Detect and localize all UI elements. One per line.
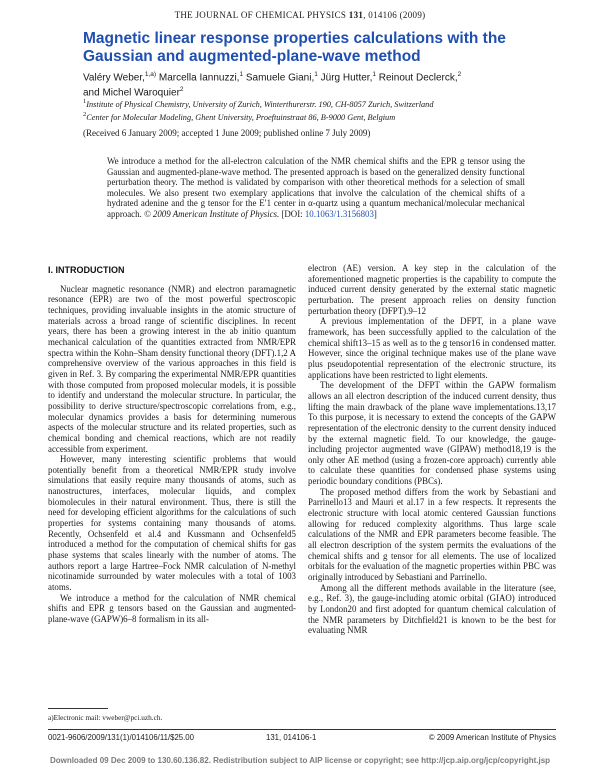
right-column xyxy=(308,263,556,636)
author-waroquier: and Michel Waroquier xyxy=(83,87,180,99)
author-sup: 1 xyxy=(372,71,376,78)
paragraph: The development of the DFPT within the GAPW formalism allows an all electron description of the induced current density, thus lifting the main drawback of the plane wave implementations.13,17 To this purpose, it is necessary to extend the concepts of the GAPW representation of the electronic density to the current density induced by the external magnetic field. To our knowledge, the gauge-including projector augmented wave (GIPAW) method18,19 is the only other AE method (using a frozen-core approach) currently able to calculate these quantities for condensed phase systems using periodic boundary conditions (PBCs). xyxy=(308,380,556,487)
journal-name: THE JOURNAL OF CHEMICAL PHYSICS xyxy=(174,10,347,20)
section-heading: I. INTRODUCTION xyxy=(48,265,125,275)
author-sup: 2 xyxy=(457,71,462,78)
affiliation-1 xyxy=(83,97,553,110)
received-dates: (Received 6 January 2009; accepted 1 June 2009; published online 7 July 2009) xyxy=(83,128,371,138)
paragraph: electron (AE) version. A key step in the calculation of the aforementioned magnetic properties is the capability to compute the induced current density generated by the external static magnetic perturbation. The present approach relies on density function perturbation theory (DFPT).9–12 xyxy=(308,263,556,316)
author-declerck: Reinout Declerck, xyxy=(375,72,458,84)
abstract-copyright: © 2009 American Institute of Physics. xyxy=(143,208,280,219)
abstract xyxy=(107,156,525,220)
author-weber: Valéry Weber, xyxy=(83,72,145,84)
affiliation-text: Center for Molecular Modeling, Ghent University, Proeftuinstraat 86, B-9000 Gent, Belgium xyxy=(86,113,396,123)
volume-number: 131 xyxy=(348,10,364,20)
affiliation-text: Institute of Physical Chemistry, University of Zurich, Winterthurerstr. 190, CH-8057 Zurich, Switzerland xyxy=(86,99,434,109)
author-giani: Samuele Giani, xyxy=(243,72,315,84)
paragraph: The proposed method differs from the work by Sebastiani and Parrinello13 and Mauri et al.17 in a few respects. It represents the electronic structure with local atomic centered Gaussian functions allowing for reduced complexity algorithms. Thus large scale calculations of the NMR and EPR parameters become feasible. The all electron description of the system permits the evaluations of the chemical shifts and g tensor for all elements. The use of localized orbitals for the evaluation of the magnetic properties within PBC was originally introduced by Sebastiani and Parrinello. xyxy=(308,486,556,583)
author-sup: 1,a) xyxy=(144,71,157,78)
footnote-divider xyxy=(48,708,108,709)
left-column xyxy=(48,265,296,625)
paragraph: We introduce a method for the calculation of NMR chemical shifts and EPR g tensors based on the Gaussian and augmented-plane-wave (GAPW)6–8 formalism in its all- xyxy=(48,592,296,624)
paragraph: However, many interesting scientific problems that would potentially benefit from a theoretical NMR/EPR study involve simulations that easily require many thousands of atoms, such as nanostructures, interfaces, molecular liquids, and complex biomolecules in their natural environment. Thus, there is still the need for developing efficient algorithms for the calculations of such properties for systems containing many thousands of atoms. Recently, Ochsenfeld et al.4 and Kussmann and Ochsenfeld5 introduced a method for the computation of chemical shifts for gas phase systems that scales linearly with the number of atoms. The authors report a large Hartree–Fock NMR calculation of N-methyl nicotinamide surrounded by water molecules with a total of 1003 atoms. xyxy=(48,454,296,593)
author-sup: 2 xyxy=(179,86,184,94)
abstract-text: We introduce a method for the all-electron calculation of the NMR chemical shifts and the EPR g tensor using the Gaussian and augmented-plane-wave method. The presented approach is based on the generalized density functional perturbation theory. The method is validated by comparison with other theoretical methods for a selection of small molecules. We also present two exemplary applications that involve the calculation of the chemical shifts of a hydrated adenine and the g tensor for the E′1 center in α-quartz using a quantum mechanical/molecular mechanical approach. xyxy=(107,156,525,219)
author-hutter: Jürg Hutter, xyxy=(317,72,373,84)
doi-suffix: ] xyxy=(373,208,377,219)
paragraph: Nuclear magnetic resonance (NMR) and electron paramagnetic resonance (EPR) are two of the most powerful spectroscopic techniques, providing invaluable insights in the atomic structure of materials across a broad range of scientific disciplines. In recent years, there has been a growing interest in the ab initio quantum mechanical calculation of the quantities extracted from NMR/EPR spectra within the Kohn–Sham density functional theory (DFT).1,2 A comprehensive overview of the various approaches in this field is given in Ref. 3. By comparing the experimental NMR/EPR quantities with those computed from proposed molecular models, it is possible to identify and understand the molecular structure. In particular, the possibility to derive structure/spectroscopic correlations from, e.g., molecular dynamics provides a basis for determining numerous aspects of the molecular structure and its related properties, such as chemical bonding and chemical reactions, which are not readily accessible from experiment. xyxy=(48,283,296,454)
paper-title: Magnetic linear response properties calculations with the Gaussian and augmented-plane-wave method xyxy=(83,30,506,65)
doi-prefix: [DOI: xyxy=(281,208,305,219)
author-sup: 1 xyxy=(239,71,244,78)
footer-divider xyxy=(48,729,556,730)
author-list xyxy=(83,69,553,100)
download-notice: Downloaded 09 Dec 2009 to 130.60.136.82. Redistribution subject to AIP license or copyright; see http://jcp.aip.org/jcp/copyright.jsp xyxy=(49,756,551,765)
paragraph: A previous implementation of the DFPT, in a plane wave framework, has been successfully applied to the calculation of the chemical shift13–15 as well as to the g tensor16 in condensed matter. However, since the original technique makes use of the plane wave plus pseudopotential representation of the electronic structure, its applications have been restricted to light elements. xyxy=(308,316,556,380)
running-header xyxy=(0,10,600,20)
footer-copyright: © 2009 American Institute of Physics xyxy=(428,733,556,742)
affiliation-2 xyxy=(83,110,553,123)
author-iannuzzi: Marcella Iannuzzi, xyxy=(156,72,240,84)
affiliation-number: 1 xyxy=(83,98,87,105)
paragraph: Among all the different methods available in the literature (see, e.g., Ref. 3), the gauge-including atomic orbital (GIAO) introduced by London20 and first adopted for quantum chemical calculation of the NMR parameters by Ditchfield21 is known to be the best for evaluating NMR xyxy=(308,582,556,636)
affiliation-number: 2 xyxy=(83,111,87,119)
affiliations xyxy=(83,97,553,124)
footer-page-number: 131, 014106-1 xyxy=(266,733,317,742)
footnote: a)Electronic mail: vweber@pci.uzh.ch. xyxy=(48,713,163,722)
author-sup: 1 xyxy=(314,71,318,78)
article-number: , 014106 (2009) xyxy=(363,10,426,20)
doi-link[interactable]: 10.1063/1.3156803 xyxy=(304,208,374,219)
footer-issn: 0021-9606/2009/131(1)/014106/11/$25.00 xyxy=(48,733,194,742)
